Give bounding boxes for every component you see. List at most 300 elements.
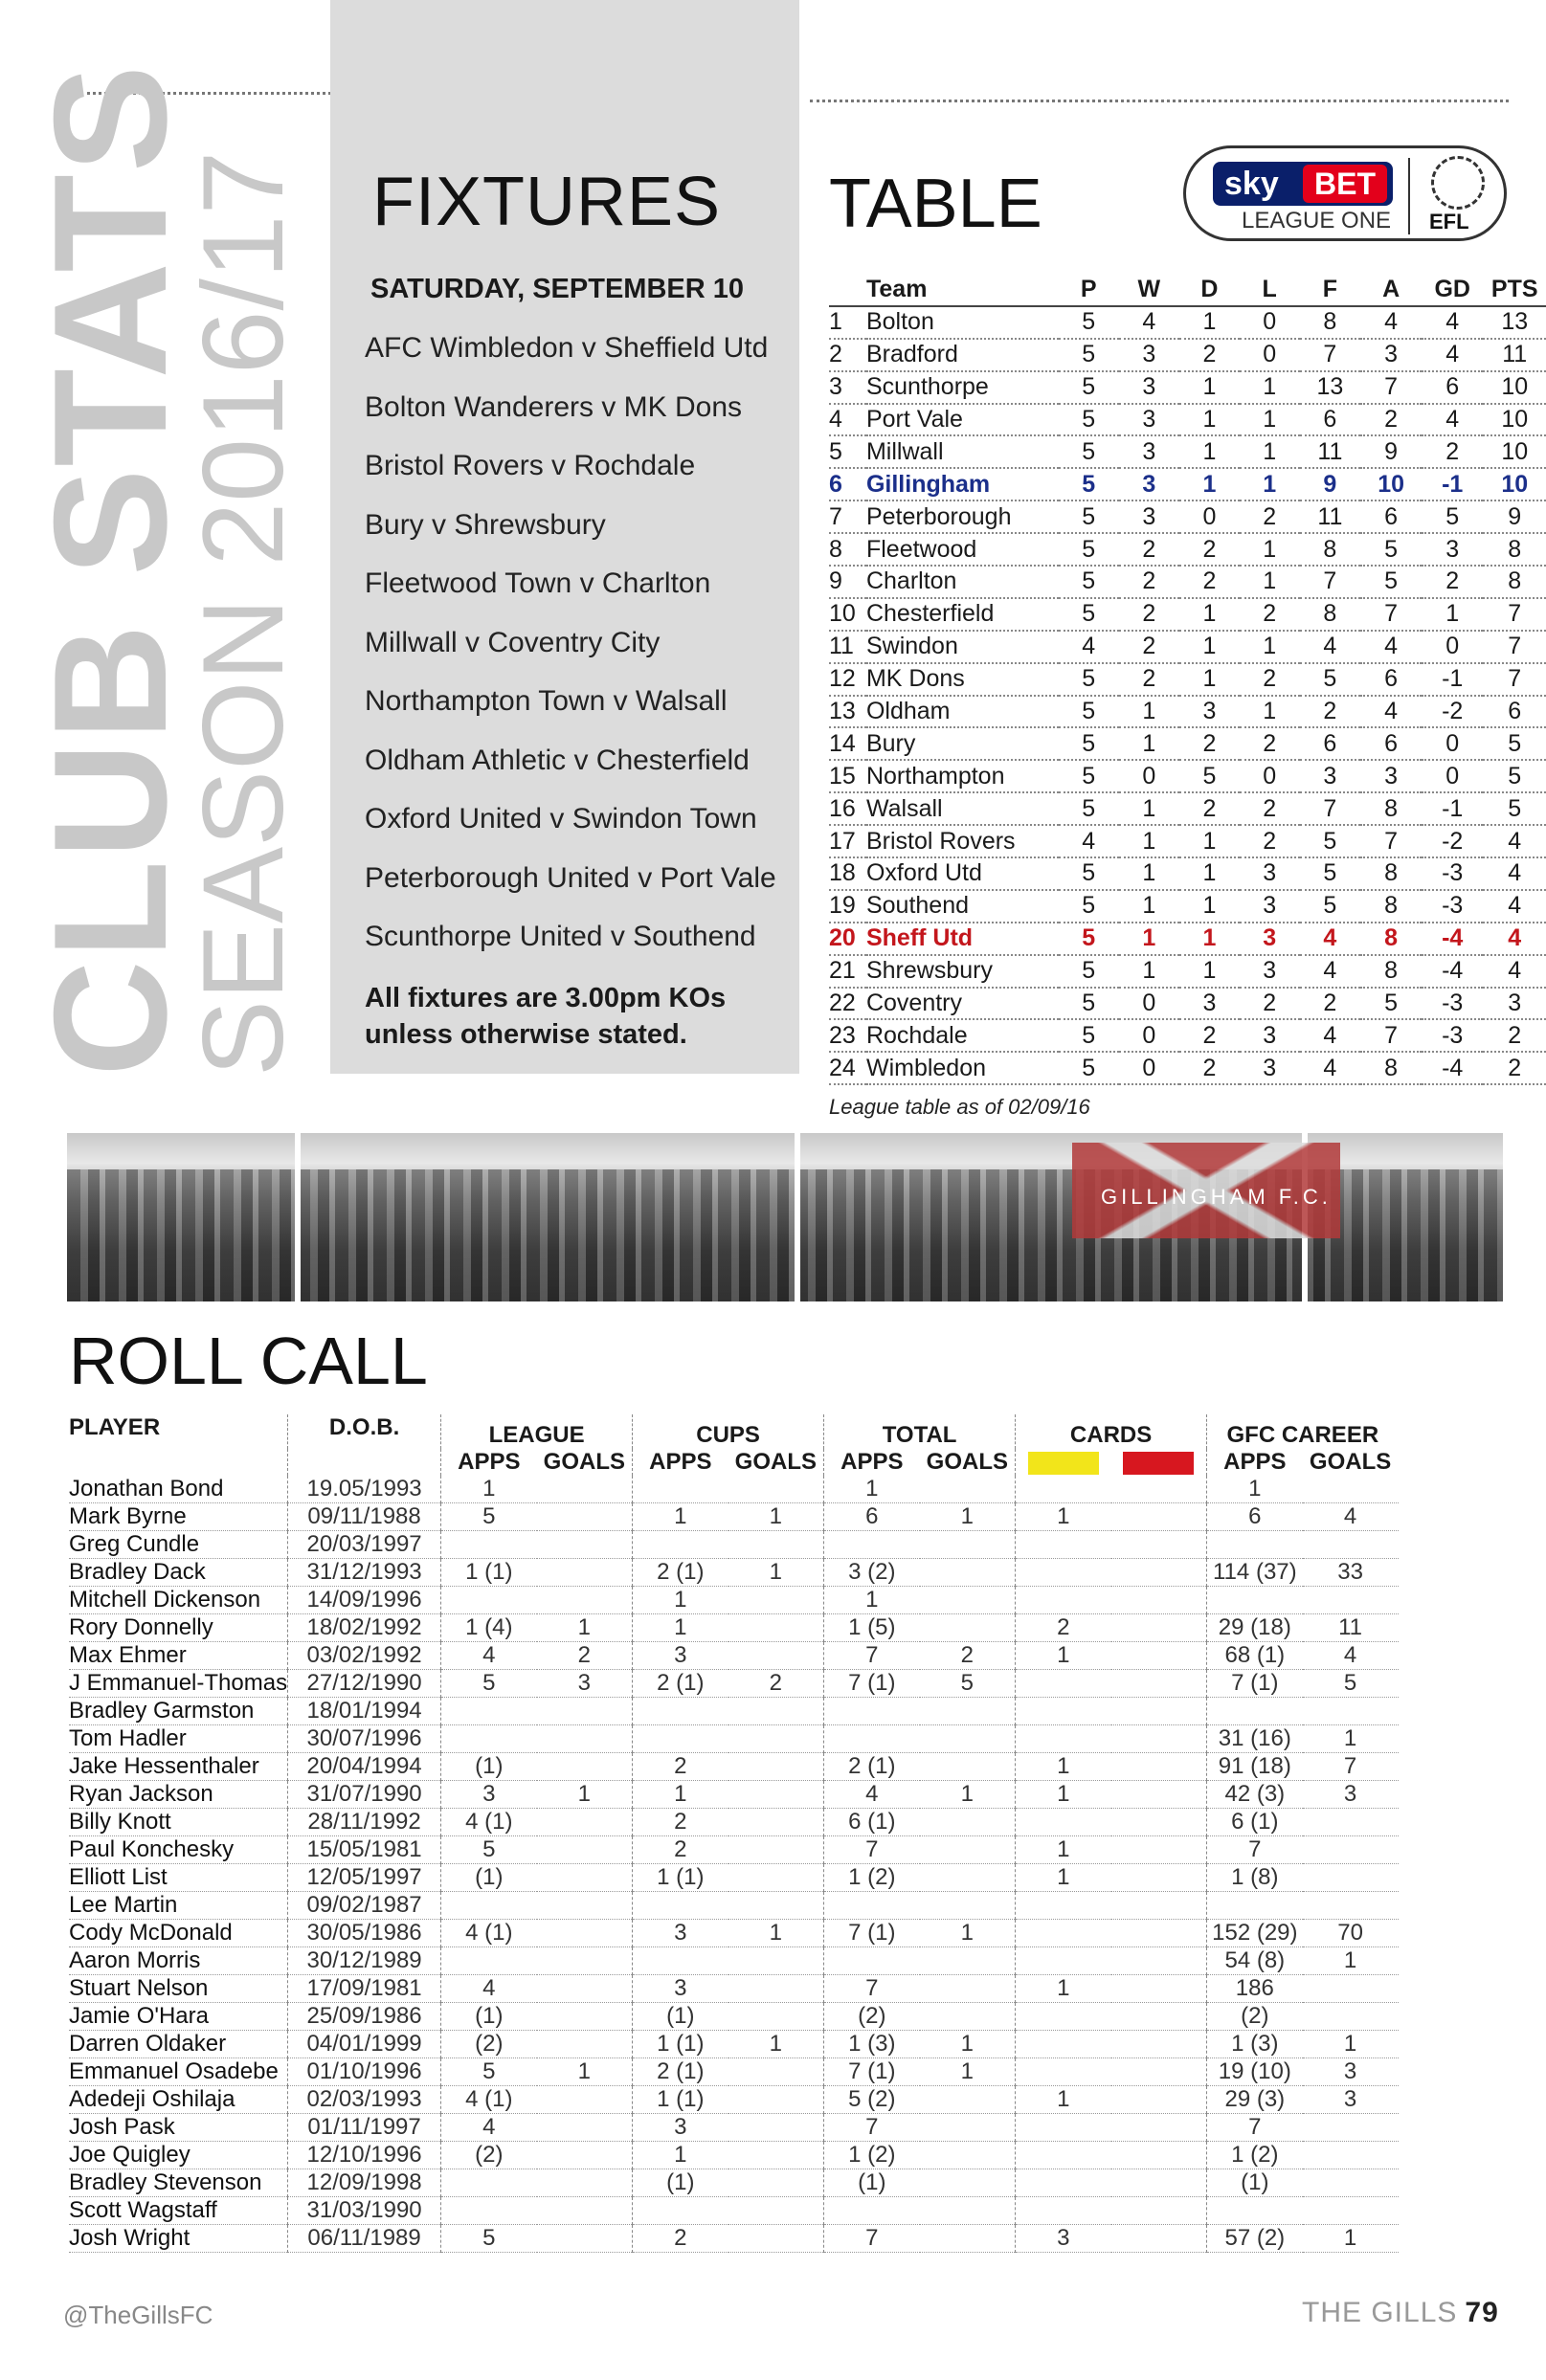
league-cell-won: 2 bbox=[1119, 598, 1179, 631]
league-cell-position: 12 bbox=[829, 663, 866, 696]
roll-cell-cups-apps: 3 bbox=[633, 1642, 728, 1670]
league-cell-position: 8 bbox=[829, 533, 866, 566]
header-player: PLAYER bbox=[69, 1414, 161, 1440]
roll-cell-league-goals bbox=[537, 1698, 633, 1725]
league-row bbox=[829, 923, 1546, 955]
roll-cell-career-goals bbox=[1303, 2197, 1399, 2225]
roll-cell-total-goals: 1 bbox=[920, 2058, 1016, 2086]
roll-cell-league-apps: 4 (1) bbox=[441, 1809, 537, 1836]
roll-cell-career-goals: 70 bbox=[1303, 1920, 1399, 1947]
roll-cell-cups-goals bbox=[728, 1781, 824, 1809]
header-points: PTS bbox=[1483, 274, 1546, 306]
league-row bbox=[829, 533, 1546, 566]
league-cell-points: 4 bbox=[1483, 923, 1546, 955]
league-cell-position: 20 bbox=[829, 923, 866, 955]
league-cell-points: 6 bbox=[1483, 696, 1546, 728]
league-cell-for: 9 bbox=[1300, 468, 1361, 500]
league-cell-lost: 3 bbox=[1240, 1019, 1300, 1052]
roll-cell-cups-apps bbox=[633, 1725, 728, 1753]
roll-call-row bbox=[69, 1836, 1399, 1864]
league-cell-lost: 3 bbox=[1240, 890, 1300, 923]
league-cell-position: 2 bbox=[829, 339, 866, 371]
roll-cell-league-goals bbox=[537, 1864, 633, 1892]
league-cell-drawn: 1 bbox=[1179, 598, 1240, 631]
roll-cell-career-goals: 1 bbox=[1303, 2031, 1399, 2058]
roll-cell-player: Max Ehmer bbox=[69, 1642, 288, 1670]
league-cell-played: 5 bbox=[1059, 435, 1119, 468]
roll-cell-total-apps: 7 bbox=[824, 1836, 920, 1864]
roll-cell-red-cards bbox=[1111, 2114, 1207, 2142]
roll-cell-yellow-cards: 1 bbox=[1016, 1642, 1111, 1670]
league-cell-goal-difference: 4 bbox=[1422, 339, 1484, 371]
roll-cell-league-apps: 1 bbox=[441, 1476, 537, 1503]
league-one-text: LEAGUE ONE bbox=[1242, 208, 1392, 234]
league-cell-drawn: 1 bbox=[1179, 825, 1240, 857]
roll-cell-player: Jamie O'Hara bbox=[69, 2003, 288, 2031]
league-cell-team: MK Dons bbox=[866, 663, 1059, 696]
roll-call-row bbox=[69, 1614, 1399, 1642]
roll-cell-red-cards bbox=[1111, 1892, 1207, 1920]
league-cell-won: 1 bbox=[1119, 792, 1179, 825]
roll-cell-career-goals: 3 bbox=[1303, 2058, 1399, 2086]
roll-cell-career-apps: 186 bbox=[1207, 1975, 1303, 2003]
roll-cell-cups-goals bbox=[728, 1587, 824, 1614]
league-cell-team: Fleetwood bbox=[866, 533, 1059, 566]
roll-cell-league-goals bbox=[537, 1725, 633, 1753]
league-cell-points: 7 bbox=[1483, 598, 1546, 631]
league-table-header bbox=[829, 274, 1546, 306]
bet-text: BET bbox=[1303, 165, 1387, 203]
league-cell-for: 13 bbox=[1300, 371, 1361, 404]
roll-cell-league-apps: 4 bbox=[441, 1642, 537, 1670]
league-cell-won: 1 bbox=[1119, 825, 1179, 857]
roll-cell-total-goals: 1 bbox=[920, 1781, 1016, 1809]
roll-cell-league-goals bbox=[537, 1892, 633, 1920]
fixtures-note-line2: unless otherwise stated. bbox=[365, 1018, 687, 1050]
photo-divider bbox=[295, 1133, 301, 1301]
roll-cell-player: Joe Quigley bbox=[69, 2142, 288, 2169]
efl-text: EFL bbox=[1429, 210, 1469, 234]
league-cell-team: Bury bbox=[866, 727, 1059, 760]
league-cell-position: 5 bbox=[829, 435, 866, 468]
league-cell-points: 7 bbox=[1483, 663, 1546, 696]
roll-cell-total-apps: 2 (1) bbox=[824, 1753, 920, 1781]
fixtures-note-line1: All fixtures are 3.00pm KOs bbox=[365, 982, 727, 1013]
roll-cell-league-apps: 1 (1) bbox=[441, 1559, 537, 1587]
roll-cell-total-apps: 6 (1) bbox=[824, 1809, 920, 1836]
roll-cell-career-apps: 7 (1) bbox=[1207, 1670, 1303, 1698]
roll-cell-red-cards bbox=[1111, 1614, 1207, 1642]
roll-cell-red-cards bbox=[1111, 2003, 1207, 2031]
roll-call-row bbox=[69, 1892, 1399, 1920]
league-cell-drawn: 1 bbox=[1179, 371, 1240, 404]
roll-cell-total-apps: 7 bbox=[824, 2114, 920, 2142]
roll-cell-league-goals: 2 bbox=[537, 1642, 633, 1670]
roll-cell-player: Cody McDonald bbox=[69, 1920, 288, 1947]
roll-call-row bbox=[69, 1781, 1399, 1809]
roll-cell-career-apps: 57 (2) bbox=[1207, 2225, 1303, 2253]
league-cell-team: Chesterfield bbox=[866, 598, 1059, 631]
roll-call-row bbox=[69, 1920, 1399, 1947]
roll-cell-cups-apps: 1 (1) bbox=[633, 2086, 728, 2114]
roll-cell-total-goals bbox=[920, 1975, 1016, 2003]
roll-cell-red-cards bbox=[1111, 1587, 1207, 1614]
league-cell-goal-difference: -4 bbox=[1422, 1052, 1484, 1084]
fixture-item: Scunthorpe United v Southend bbox=[365, 921, 756, 952]
roll-cell-career-goals: 3 bbox=[1303, 2086, 1399, 2114]
roll-call-row bbox=[69, 2086, 1399, 2114]
header-total: TOTAL bbox=[824, 1414, 1016, 1449]
roll-cell-career-apps: 6 (1) bbox=[1207, 1809, 1303, 1836]
league-cell-lost: 1 bbox=[1240, 533, 1300, 566]
roll-cell-total-apps: 1 bbox=[824, 1587, 920, 1614]
league-cell-team: Southend bbox=[866, 890, 1059, 923]
roll-cell-yellow-cards bbox=[1016, 1892, 1111, 1920]
club-stats-heading: CLUB STATS bbox=[20, 62, 200, 1077]
roll-cell-yellow-cards: 1 bbox=[1016, 1503, 1111, 1531]
league-cell-played: 5 bbox=[1059, 468, 1119, 500]
roll-cell-league-goals bbox=[537, 1836, 633, 1864]
roll-cell-league-goals bbox=[537, 1559, 633, 1587]
roll-cell-total-goals bbox=[920, 1476, 1016, 1503]
roll-cell-total-goals bbox=[920, 2142, 1016, 2169]
roll-cell-career-goals bbox=[1303, 1531, 1399, 1559]
roll-cell-yellow-cards bbox=[1016, 1670, 1111, 1698]
league-cell-goal-difference: 2 bbox=[1422, 435, 1484, 468]
roll-call-row bbox=[69, 1975, 1399, 2003]
roll-cell-career-apps bbox=[1207, 2197, 1303, 2225]
roll-cell-cups-goals bbox=[728, 1476, 824, 1503]
photo-divider bbox=[795, 1133, 800, 1301]
fixture-item: Bury v Shrewsbury bbox=[365, 508, 606, 541]
roll-call-body bbox=[69, 1476, 1399, 2253]
roll-cell-league-goals bbox=[537, 1920, 633, 1947]
league-cell-points: 10 bbox=[1483, 371, 1546, 404]
roll-cell-dob: 30/07/1996 bbox=[288, 1725, 441, 1753]
roll-cell-league-goals bbox=[537, 2003, 633, 2031]
roll-cell-cups-goals bbox=[728, 2086, 824, 2114]
roll-call-row bbox=[69, 2003, 1399, 2031]
league-cell-for: 5 bbox=[1300, 857, 1361, 890]
roll-cell-player: Aaron Morris bbox=[69, 1947, 288, 1975]
roll-cell-red-cards bbox=[1111, 1725, 1207, 1753]
roll-cell-career-apps: 19 (10) bbox=[1207, 2058, 1303, 2086]
roll-cell-total-goals bbox=[920, 1864, 1016, 1892]
league-cell-against: 8 bbox=[1360, 923, 1422, 955]
roll-cell-cups-apps: 1 bbox=[633, 1503, 728, 1531]
league-cell-goal-difference: -3 bbox=[1422, 890, 1484, 923]
roll-cell-cups-goals bbox=[728, 1892, 824, 1920]
banner-text: GILLINGHAM F.C. bbox=[1101, 1185, 1332, 1209]
league-cell-against: 6 bbox=[1360, 500, 1422, 533]
roll-cell-cups-apps: 2 bbox=[633, 2225, 728, 2253]
league-cell-goal-difference: 2 bbox=[1422, 566, 1484, 598]
league-cell-drawn: 1 bbox=[1179, 435, 1240, 468]
roll-cell-red-cards bbox=[1111, 1920, 1207, 1947]
league-cell-for: 8 bbox=[1300, 306, 1361, 339]
roll-cell-yellow-cards bbox=[1016, 1559, 1111, 1587]
roll-cell-league-apps bbox=[441, 1587, 537, 1614]
league-cell-position: 19 bbox=[829, 890, 866, 923]
league-row bbox=[829, 857, 1546, 890]
roll-cell-career-goals: 3 bbox=[1303, 1781, 1399, 1809]
league-cell-points: 11 bbox=[1483, 339, 1546, 371]
league-cell-position: 23 bbox=[829, 1019, 866, 1052]
roll-cell-total-apps bbox=[824, 2197, 920, 2225]
league-cell-drawn: 1 bbox=[1179, 923, 1240, 955]
roll-cell-player: Ryan Jackson bbox=[69, 1781, 288, 1809]
roll-cell-league-apps: (2) bbox=[441, 2031, 537, 2058]
league-cell-against: 6 bbox=[1360, 727, 1422, 760]
roll-cell-cups-goals bbox=[728, 2003, 824, 2031]
league-cell-for: 8 bbox=[1300, 533, 1361, 566]
league-cell-lost: 2 bbox=[1240, 825, 1300, 857]
league-row bbox=[829, 663, 1546, 696]
league-row bbox=[829, 631, 1546, 663]
league-cell-goal-difference: -2 bbox=[1422, 696, 1484, 728]
league-cell-drawn: 1 bbox=[1179, 468, 1240, 500]
fixtures-date: SATURDAY, SEPTEMBER 10 bbox=[370, 274, 744, 304]
header-league: LEAGUE bbox=[441, 1414, 633, 1449]
league-cell-points: 10 bbox=[1483, 404, 1546, 436]
roll-cell-cups-goals bbox=[728, 1836, 824, 1864]
league-cell-for: 7 bbox=[1300, 566, 1361, 598]
roll-cell-career-apps: 1 bbox=[1207, 1476, 1303, 1503]
league-cell-points: 4 bbox=[1483, 857, 1546, 890]
roll-call-row bbox=[69, 1670, 1399, 1698]
header-goal-difference: GD bbox=[1422, 274, 1484, 306]
league-cell-played: 5 bbox=[1059, 988, 1119, 1020]
roll-cell-dob: 31/07/1990 bbox=[288, 1781, 441, 1809]
roll-cell-red-cards bbox=[1111, 1642, 1207, 1670]
league-cell-against: 5 bbox=[1360, 988, 1422, 1020]
league-cell-goal-difference: -1 bbox=[1422, 468, 1484, 500]
roll-call-table bbox=[69, 1414, 1399, 2253]
league-cell-points: 7 bbox=[1483, 631, 1546, 663]
league-row bbox=[829, 404, 1546, 436]
roll-cell-cups-apps: 1 (1) bbox=[633, 2031, 728, 2058]
roll-call-row bbox=[69, 2169, 1399, 2197]
roll-call-row bbox=[69, 2058, 1399, 2086]
league-cell-goal-difference: 0 bbox=[1422, 760, 1484, 792]
roll-cell-cups-apps: 1 bbox=[633, 1614, 728, 1642]
roll-cell-cups-apps bbox=[633, 1892, 728, 1920]
roll-cell-dob: 15/05/1981 bbox=[288, 1836, 441, 1864]
league-cell-won: 1 bbox=[1119, 696, 1179, 728]
roll-cell-total-goals bbox=[920, 1892, 1016, 1920]
roll-cell-yellow-cards bbox=[1016, 2114, 1111, 2142]
roll-cell-total-goals: 1 bbox=[920, 2031, 1016, 2058]
roll-cell-career-apps bbox=[1207, 1531, 1303, 1559]
roll-cell-red-cards bbox=[1111, 1670, 1207, 1698]
league-cell-for: 2 bbox=[1300, 696, 1361, 728]
roll-cell-cups-apps: 1 bbox=[633, 1781, 728, 1809]
roll-cell-player: Bradley Stevenson bbox=[69, 2169, 288, 2197]
roll-cell-total-apps: 7 (1) bbox=[824, 1670, 920, 1698]
roll-cell-red-cards bbox=[1111, 1476, 1207, 1503]
roll-cell-career-apps: 42 (3) bbox=[1207, 1781, 1303, 1809]
roll-cell-cups-goals bbox=[728, 1642, 824, 1670]
league-cell-won: 3 bbox=[1119, 404, 1179, 436]
roll-cell-total-goals: 1 bbox=[920, 1920, 1016, 1947]
roll-cell-total-apps: 1 (2) bbox=[824, 2142, 920, 2169]
roll-cell-league-goals: 1 bbox=[537, 1781, 633, 1809]
roll-cell-cups-goals bbox=[728, 1809, 824, 1836]
fixture-item: Oxford United v Swindon Town bbox=[365, 803, 757, 834]
league-cell-against: 8 bbox=[1360, 792, 1422, 825]
league-cell-goal-difference: -2 bbox=[1422, 825, 1484, 857]
roll-cell-career-apps: 6 bbox=[1207, 1503, 1303, 1531]
roll-cell-career-goals: 1 bbox=[1303, 2225, 1399, 2253]
roll-cell-total-apps: 4 bbox=[824, 1781, 920, 1809]
roll-cell-league-apps bbox=[441, 1947, 537, 1975]
roll-cell-league-goals bbox=[537, 1975, 633, 2003]
roll-cell-career-goals bbox=[1303, 1698, 1399, 1725]
roll-cell-total-apps bbox=[824, 1531, 920, 1559]
roll-cell-league-apps bbox=[441, 1892, 537, 1920]
roll-cell-league-apps: 4 (1) bbox=[441, 2086, 537, 2114]
roll-call-row bbox=[69, 1503, 1399, 1531]
roll-cell-total-goals bbox=[920, 2003, 1016, 2031]
roll-cell-cups-goals bbox=[728, 1614, 824, 1642]
roll-cell-career-apps: 7 bbox=[1207, 1836, 1303, 1864]
league-cell-team: Gillingham bbox=[866, 468, 1059, 500]
league-row bbox=[829, 825, 1546, 857]
league-cell-against: 3 bbox=[1360, 339, 1422, 371]
vertical-title bbox=[20, 62, 325, 1077]
league-cell-goal-difference: -1 bbox=[1422, 792, 1484, 825]
roll-call-row bbox=[69, 1587, 1399, 1614]
roll-cell-career-apps: 152 (29) bbox=[1207, 1920, 1303, 1947]
league-cell-position: 3 bbox=[829, 371, 866, 404]
roll-cell-total-goals: 1 bbox=[920, 1503, 1016, 1531]
league-cell-for: 5 bbox=[1300, 663, 1361, 696]
league-cell-goal-difference: -4 bbox=[1422, 923, 1484, 955]
league-cell-goal-difference: 4 bbox=[1422, 404, 1484, 436]
roll-cell-league-goals bbox=[537, 1753, 633, 1781]
header-red-card bbox=[1111, 1449, 1207, 1476]
roll-cell-league-goals bbox=[537, 2169, 633, 2197]
roll-cell-player: Adedeji Oshilaja bbox=[69, 2086, 288, 2114]
roll-cell-dob: 14/09/1996 bbox=[288, 1587, 441, 1614]
league-cell-team: Charlton bbox=[866, 566, 1059, 598]
league-cell-drawn: 1 bbox=[1179, 404, 1240, 436]
roll-cell-cups-apps: 1 bbox=[633, 1587, 728, 1614]
roll-cell-total-goals bbox=[920, 1947, 1016, 1975]
league-cell-won: 0 bbox=[1119, 988, 1179, 1020]
league-cell-position: 9 bbox=[829, 566, 866, 598]
roll-cell-career-goals bbox=[1303, 1975, 1399, 2003]
league-cell-position: 24 bbox=[829, 1052, 866, 1084]
roll-cell-career-goals: 4 bbox=[1303, 1503, 1399, 1531]
roll-cell-cups-goals bbox=[728, 1725, 824, 1753]
roll-cell-total-goals bbox=[920, 2225, 1016, 2253]
league-cell-drawn: 2 bbox=[1179, 339, 1240, 371]
roll-cell-career-apps: 31 (16) bbox=[1207, 1725, 1303, 1753]
league-cell-drawn: 2 bbox=[1179, 727, 1240, 760]
league-row bbox=[829, 598, 1546, 631]
header-played: P bbox=[1059, 274, 1119, 306]
roll-cell-cups-goals bbox=[728, 2197, 824, 2225]
roll-cell-total-apps: 7 bbox=[824, 1975, 920, 2003]
league-cell-lost: 0 bbox=[1240, 760, 1300, 792]
league-cell-won: 3 bbox=[1119, 500, 1179, 533]
league-cell-points: 13 bbox=[1483, 306, 1546, 339]
roll-cell-career-goals bbox=[1303, 1864, 1399, 1892]
roll-cell-player: Jake Hessenthaler bbox=[69, 1753, 288, 1781]
league-cell-position: 10 bbox=[829, 598, 866, 631]
roll-cell-total-apps bbox=[824, 1947, 920, 1975]
header-won: W bbox=[1119, 274, 1179, 306]
roll-cell-yellow-cards bbox=[1016, 1920, 1111, 1947]
header-against: A bbox=[1360, 274, 1422, 306]
roll-cell-red-cards bbox=[1111, 2031, 1207, 2058]
league-cell-won: 1 bbox=[1119, 857, 1179, 890]
league-cell-won: 2 bbox=[1119, 663, 1179, 696]
league-cell-team: Scunthorpe bbox=[866, 371, 1059, 404]
roll-cell-career-goals bbox=[1303, 2003, 1399, 2031]
league-cell-drawn: 2 bbox=[1179, 533, 1240, 566]
header-career-apps: APPS bbox=[1207, 1449, 1303, 1476]
roll-cell-red-cards bbox=[1111, 2058, 1207, 2086]
league-row bbox=[829, 500, 1546, 533]
roll-cell-dob: 17/09/1981 bbox=[288, 1975, 441, 2003]
roll-cell-league-goals bbox=[537, 1587, 633, 1614]
roll-cell-yellow-cards bbox=[1016, 1587, 1111, 1614]
roll-cell-cups-apps: 2 bbox=[633, 1809, 728, 1836]
roll-cell-career-apps: 91 (18) bbox=[1207, 1753, 1303, 1781]
yellow-card-icon bbox=[1028, 1452, 1099, 1475]
roll-cell-yellow-cards bbox=[1016, 1476, 1111, 1503]
league-cell-against: 7 bbox=[1360, 1019, 1422, 1052]
roll-cell-career-goals: 1 bbox=[1303, 1725, 1399, 1753]
league-cell-against: 7 bbox=[1360, 371, 1422, 404]
roll-cell-dob: 25/09/1986 bbox=[288, 2003, 441, 2031]
roll-cell-league-apps: (2) bbox=[441, 2142, 537, 2169]
crowd-photo bbox=[67, 1133, 1503, 1301]
roll-cell-cups-goals bbox=[728, 1531, 824, 1559]
roll-cell-dob: 06/11/1989 bbox=[288, 2225, 441, 2253]
league-cell-played: 4 bbox=[1059, 631, 1119, 663]
league-cell-drawn: 0 bbox=[1179, 500, 1240, 533]
league-cell-position: 4 bbox=[829, 404, 866, 436]
league-cell-drawn: 1 bbox=[1179, 631, 1240, 663]
league-cell-lost: 3 bbox=[1240, 1052, 1300, 1084]
roll-cell-yellow-cards bbox=[1016, 2003, 1111, 2031]
league-cell-played: 5 bbox=[1059, 760, 1119, 792]
roll-cell-career-goals bbox=[1303, 1892, 1399, 1920]
roll-cell-league-goals bbox=[537, 2031, 633, 2058]
roll-cell-total-apps: 7 (1) bbox=[824, 1920, 920, 1947]
roll-cell-dob: 09/02/1987 bbox=[288, 1892, 441, 1920]
league-cell-against: 2 bbox=[1360, 404, 1422, 436]
roll-cell-dob: 02/03/1993 bbox=[288, 2086, 441, 2114]
league-cell-lost: 1 bbox=[1240, 404, 1300, 436]
roll-cell-career-apps: 54 (8) bbox=[1207, 1947, 1303, 1975]
league-cell-played: 5 bbox=[1059, 533, 1119, 566]
roll-call-row bbox=[69, 1864, 1399, 1892]
league-row bbox=[829, 955, 1546, 988]
roll-cell-total-apps: 3 (2) bbox=[824, 1559, 920, 1587]
roll-cell-cups-apps: 2 (1) bbox=[633, 2058, 728, 2086]
fixture-item: Fleetwood Town v Charlton bbox=[365, 567, 711, 599]
roll-cell-player: Lee Martin bbox=[69, 1892, 288, 1920]
roll-cell-league-apps: 4 bbox=[441, 2114, 537, 2142]
league-row bbox=[829, 988, 1546, 1020]
fixture-item: Oldham Athletic v Chesterfield bbox=[365, 744, 750, 776]
roll-cell-yellow-cards bbox=[1016, 1809, 1111, 1836]
roll-cell-cups-apps: 3 bbox=[633, 1975, 728, 2003]
